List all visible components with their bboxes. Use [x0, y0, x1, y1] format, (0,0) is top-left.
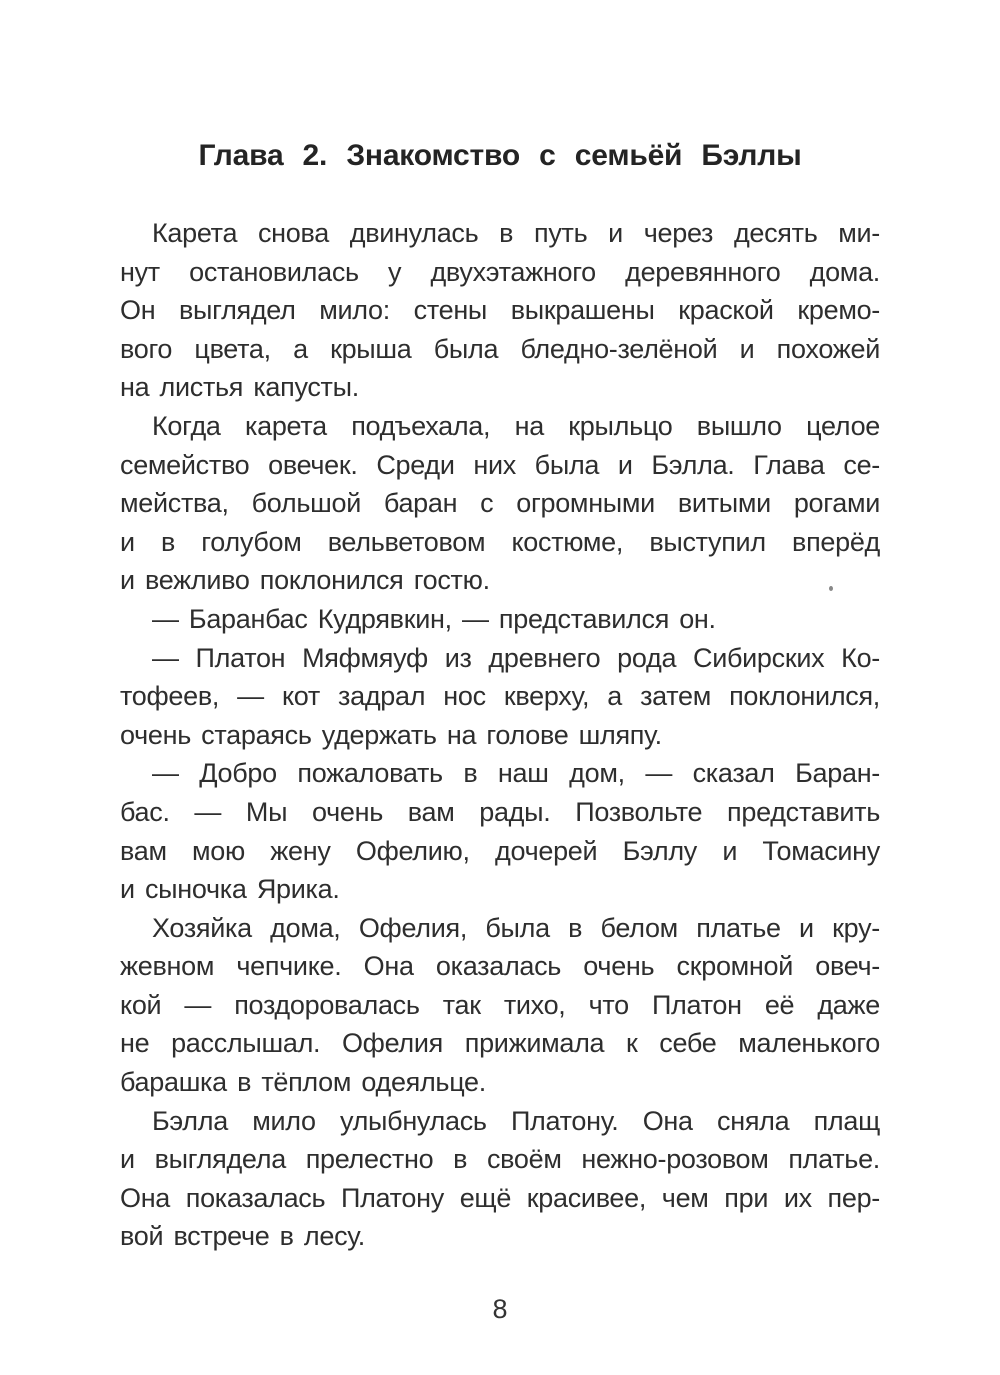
text-line: и вежливо поклонился гостю.	[120, 565, 490, 596]
text-line: Бэлла мило улыбнулась Платону. Она сняла плащ	[152, 1105, 880, 1136]
text-line: мейства, большой баран с огромными витыми рогами	[120, 488, 880, 519]
text-line: Карета снова двинулась в путь и через десять ми-	[152, 218, 880, 248]
text-line: и в голубом вельветовом костюме, выступил вперёд	[120, 526, 880, 557]
text-line: бас. — Мы очень вам рады. Позвольте представить	[120, 796, 880, 827]
text-line: барашка в тёплом одеяльце.	[120, 1067, 486, 1098]
text-line: и выглядела прелестно в своём нежно-розовом платье.	[120, 1144, 880, 1175]
text-line: Он выглядел мило: стены выкрашены краской кремо-	[120, 295, 880, 326]
text-line: очень стараясь удержать на голове шляпу.	[120, 719, 662, 750]
text-line: не расслышал. Офелия прижимала к себе маленького	[120, 1028, 880, 1059]
text-line: Она показалась Платону ещё красивее, чем при их пер-	[120, 1182, 880, 1213]
text-line: вого цвета, а крыша была бледно-зелёной и похожей	[120, 333, 880, 364]
text-line: на листья капусты.	[120, 372, 359, 403]
text-line: семейство овечек. Среди них была и Бэлла. Глава се-	[120, 449, 880, 480]
text-block	[120, 214, 880, 1256]
text-line: вам мою жену Офелию, дочерей Бэллу и Томасину	[120, 835, 880, 866]
text-line: тофеев, — кот задрал нос кверху, а затем поклонился,	[120, 681, 880, 712]
page-number: 8	[492, 1294, 508, 1325]
text-line: Когда карета подъехала, на крыльцо вышло целое	[152, 410, 880, 441]
text-line: — Добро пожаловать в наш дом, — сказал Баран-	[152, 758, 880, 789]
text-line: — Баранбас Кудрявкин, — представился он.	[152, 603, 716, 634]
chapter-title: Глава 2. Знакомство с семьёй Бэллы	[198, 139, 802, 172]
text-line: кой — поздоровалась так тихо, что Платон её даже	[120, 989, 880, 1020]
text-line: вой встрече в лесу.	[120, 1221, 365, 1252]
ink-speck	[829, 586, 833, 591]
text-line: и сыночка Ярика.	[120, 874, 340, 905]
text-line: — Платон Мяфмяуф из древнего рода Сибирских Ко-	[152, 642, 880, 673]
text-line: нут остановилась у двухэтажного деревянного дома.	[120, 256, 880, 287]
text-line: Хозяйка дома, Офелия, была в белом платье и кру-	[152, 912, 880, 943]
text-line: жевном чепчике. Она оказалась очень скромной овеч-	[120, 951, 880, 982]
